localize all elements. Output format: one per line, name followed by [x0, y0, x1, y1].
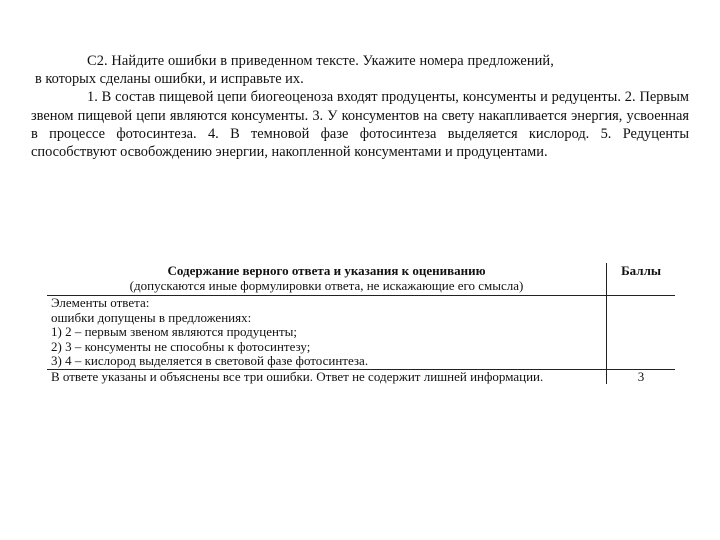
- header-main-cell: [47, 263, 607, 296]
- list-item: 2) 3 – консументы не способны к фотосинтезу;: [51, 338, 311, 354]
- header-sub-label: (допускаются иные формулировки ответа, не искажающие его смысла): [129, 277, 524, 293]
- elements-score-cell: [607, 296, 675, 370]
- criteria-score: 3: [607, 369, 675, 384]
- criteria-text: В ответе указаны и объяснены все три ошибки. Ответ не содержит лишней информации.: [51, 368, 544, 384]
- elements-title: Элементы ответа:: [51, 295, 150, 310]
- elements-cell: [47, 296, 607, 370]
- list-item: 3) 4 – кислород выделяется в световой фазе фотосинтеза.: [51, 353, 369, 368]
- header-main-label: Содержание верного ответа и указания к оцениванию: [167, 263, 486, 278]
- task-heading: С2. Найдите ошибки в приведенном тексте. Укажите номера предложений,: [87, 53, 554, 69]
- task-body: 1. В состав пищевой цепи биогеоценоза входят продуценты, консументы и редуценты. 2. Первым звеном пищевой цепи являются консументы. 3. У консументов на свету накапливается энергия, усвоенная в процессе фотосинтеза. 4. В темновой фазе фотосинтеза выделяется кислород. 5. Редуценты способствуют освобождению энергии, накопленной консументами и продуцентами.: [31, 89, 689, 161]
- header-score-label: Баллы: [607, 263, 675, 296]
- table-row-elements: [47, 296, 675, 370]
- task-text-block: [31, 52, 689, 161]
- elements-intro: ошибки допущены в предложениях:: [51, 309, 252, 325]
- table-header-row: [47, 263, 675, 296]
- answer-table: [47, 263, 675, 384]
- list-item: 1) 2 – первым звеном являются продуценты;: [51, 324, 298, 339]
- task-heading-continuation: в которых сделаны ошибки, и исправьте их.: [35, 71, 304, 88]
- table-row-criteria: [47, 369, 675, 384]
